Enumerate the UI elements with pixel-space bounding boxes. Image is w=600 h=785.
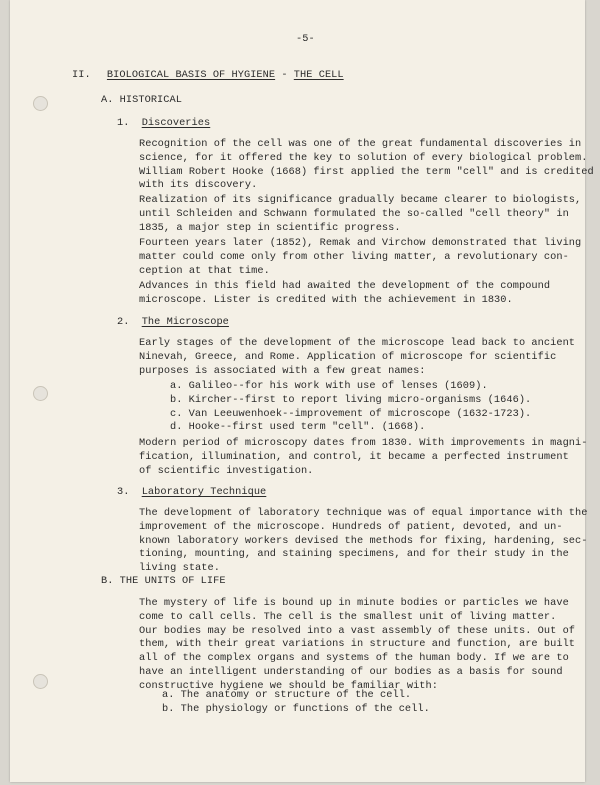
paragraph-6: Modern period of microscopy dates from 1830. With improvements in magni- fication, illumination, and control, it became a perfected instrument of scientific investigation. <box>139 437 588 477</box>
discoveries-heading <box>117 117 210 131</box>
section-subtitle: THE CELL <box>293 69 344 81</box>
section-number: II. <box>72 69 91 81</box>
microscope-number: 2. <box>117 316 130 328</box>
document-page <box>10 0 594 782</box>
punch-hole <box>33 674 48 689</box>
list-item: a. Galileo--for his work with use of lenses (1609). <box>170 380 488 392</box>
list-item: c. Van Leeuwenhoek--improvement of microscope (1632-1723). <box>170 407 532 420</box>
list-item: a. The anatomy or structure of the cell. <box>162 689 412 701</box>
cell-study-list <box>162 689 430 717</box>
paragraph-3: Fourteen years later (1852), Remak and Virchow demonstrated that living matter could come only from other living matter, a revolutionary con- ception at that time. <box>139 237 582 277</box>
paragraph-5: Early stages of the development of the microscope lead back to ancient Ninevah, Greece, and Rome. Application of microscope for scientific purposes is associated with a few great names: <box>139 337 576 377</box>
paragraph-4: Advances in this field had awaited the development of the compound microscope. Lister is credited with the achievement in 1830. <box>139 280 551 306</box>
lab-technique-title: Laboratory Technique <box>141 486 267 498</box>
page-number: -5- <box>296 33 315 45</box>
list-item: b. The physiology or functions of the cell. <box>162 702 430 715</box>
microscope-title: The Microscope <box>141 316 229 328</box>
microscope-names-list <box>170 380 531 435</box>
subsection-b-heading: B. THE UNITS OF LIFE <box>101 575 226 587</box>
section-dash: - <box>275 69 294 81</box>
section-title: BIOLOGICAL BASIS OF HYGIENE <box>106 69 276 81</box>
section-heading <box>72 69 344 83</box>
subsection-a-heading: A. HISTORICAL <box>101 94 182 106</box>
list-item: d. Hooke--first used term "cell". (1668). <box>170 421 426 434</box>
paragraph-8: The mystery of life is bound up in minute bodies or particles we have come to call cells. The cell is the smallest unit of living matter. Our bodies may be resolved into a vast assembly of these units. Out of them, with their great variations in structure and function, are built all of the complex organs and systems of the human body. If we are to have an intelligent understanding of our bodies as a basis for sound constructive hygiene we should be familiar with: <box>139 597 576 692</box>
lab-technique-number: 3. <box>117 486 130 498</box>
microscope-heading <box>117 316 229 330</box>
punch-hole <box>33 386 48 401</box>
list-item: b. Kircher--first to report living micro-organisms (1646). <box>170 393 532 406</box>
punch-hole <box>33 96 48 111</box>
discoveries-number: 1. <box>117 117 130 129</box>
paragraph-1: Recognition of the cell was one of the great fundamental discoveries in science, for it offered the key to solution of every biological problem. William Robert Hooke (1668) first applied the term "cell" and is credited with its discovery. <box>139 138 594 192</box>
paragraph-2: Realization of its significance gradually became clearer to biologists, until Schleiden and Schwann formulated the so-called "cell theory" in 1835, a major step in scientific progress. <box>139 194 582 234</box>
discoveries-title: Discoveries <box>141 117 211 129</box>
lab-technique-heading <box>117 486 266 500</box>
paragraph-7: The development of laboratory technique was of equal importance with the improvement of the microscope. Hundreds of patient, devoted, and un- known laboratory workers devised the methods for fixing, hardening, sec- tioning, mounting, and staining specimens, and for their study in the living state. <box>139 507 588 575</box>
